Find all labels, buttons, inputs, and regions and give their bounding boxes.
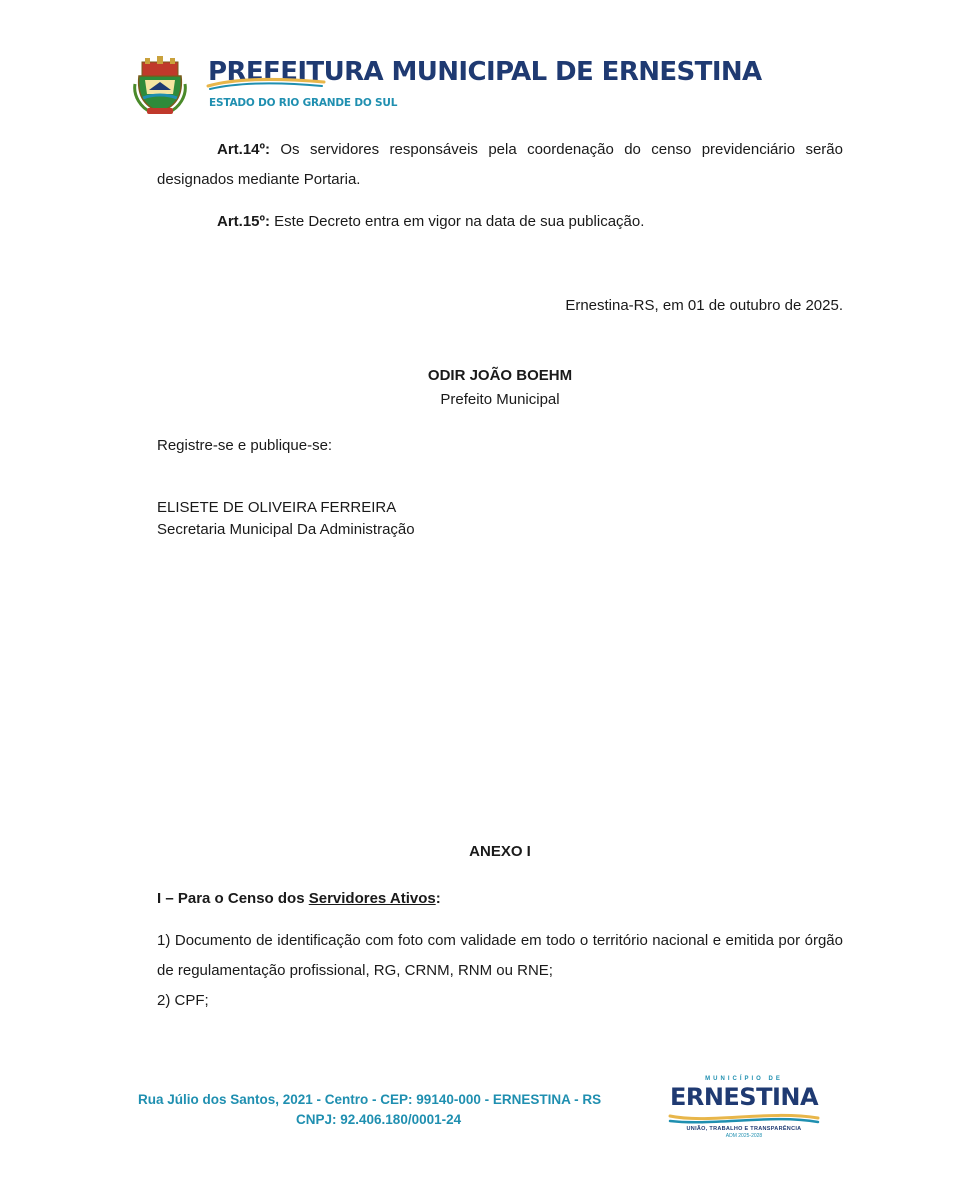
footer-cnpj: CNPJ: 92.406.180/0001-24 xyxy=(296,1112,462,1127)
date-line: Ernestina-RS, em 01 de outubro de 2025. xyxy=(565,297,843,314)
annex-section-heading xyxy=(157,884,441,914)
register-line: Registre-se e publique-se: xyxy=(157,437,333,454)
article-15-text: Este Decreto entra em vigor na data de sua publicação. xyxy=(270,213,645,230)
article-14 xyxy=(157,135,843,195)
article-14-label: Art.14º: xyxy=(217,141,270,158)
article-15-label: Art.15º: xyxy=(217,213,270,230)
header-subtitle: ESTADO DO RIO GRANDE DO SUL xyxy=(209,97,398,109)
signatory-role: Prefeito Municipal xyxy=(440,391,560,408)
secretary-name: ELISETE DE OLIVEIRA FERREIRA xyxy=(157,499,397,516)
logo-name: ERNESTINA xyxy=(669,1083,819,1111)
municipality-logo xyxy=(664,1076,824,1142)
municipal-crest-icon xyxy=(133,54,187,116)
footer-address: Rua Júlio dos Santos, 2021 - Centro - CEP: 99140-000 - ERNESTINA - RS xyxy=(138,1092,602,1107)
annex-title: ANEXO I xyxy=(469,843,531,860)
secretary-role: Secretaria Municipal Da Administração xyxy=(157,521,415,538)
logo-wave-icon xyxy=(668,1112,820,1124)
article-15 xyxy=(217,207,644,237)
annex-item-1: 1) Documento de identificação com foto com validade em todo o território nacional e emitida por órgão de regulamentação profissional, RG, CRNM, RNM ou RNE; xyxy=(157,932,843,979)
annex-section-underlined: Servidores Ativos xyxy=(308,890,436,907)
annex-section-prefix: I – Para o Censo dos xyxy=(157,890,309,907)
annex-item-2: 2) CPF; xyxy=(157,992,209,1009)
signatory-name: ODIR JOÃO BOEHM xyxy=(427,367,573,384)
header-title: PREFEITURA MUNICIPAL DE ERNESTINA xyxy=(208,57,762,87)
header-swoosh-icon xyxy=(206,76,326,90)
logo-tagline: UNIÃO, TRABALHO E TRANSPARÊNCIA xyxy=(686,1126,802,1132)
annex-section-suffix: : xyxy=(435,890,441,907)
article-14-text: Os servidores responsáveis pela coordenação do censo previdenciário serão designados mediante Portaria. xyxy=(157,141,843,188)
logo-term: ADM 2025-2028 xyxy=(725,1133,763,1139)
logo-top-text: MUNICÍPIO DE xyxy=(705,1076,783,1082)
